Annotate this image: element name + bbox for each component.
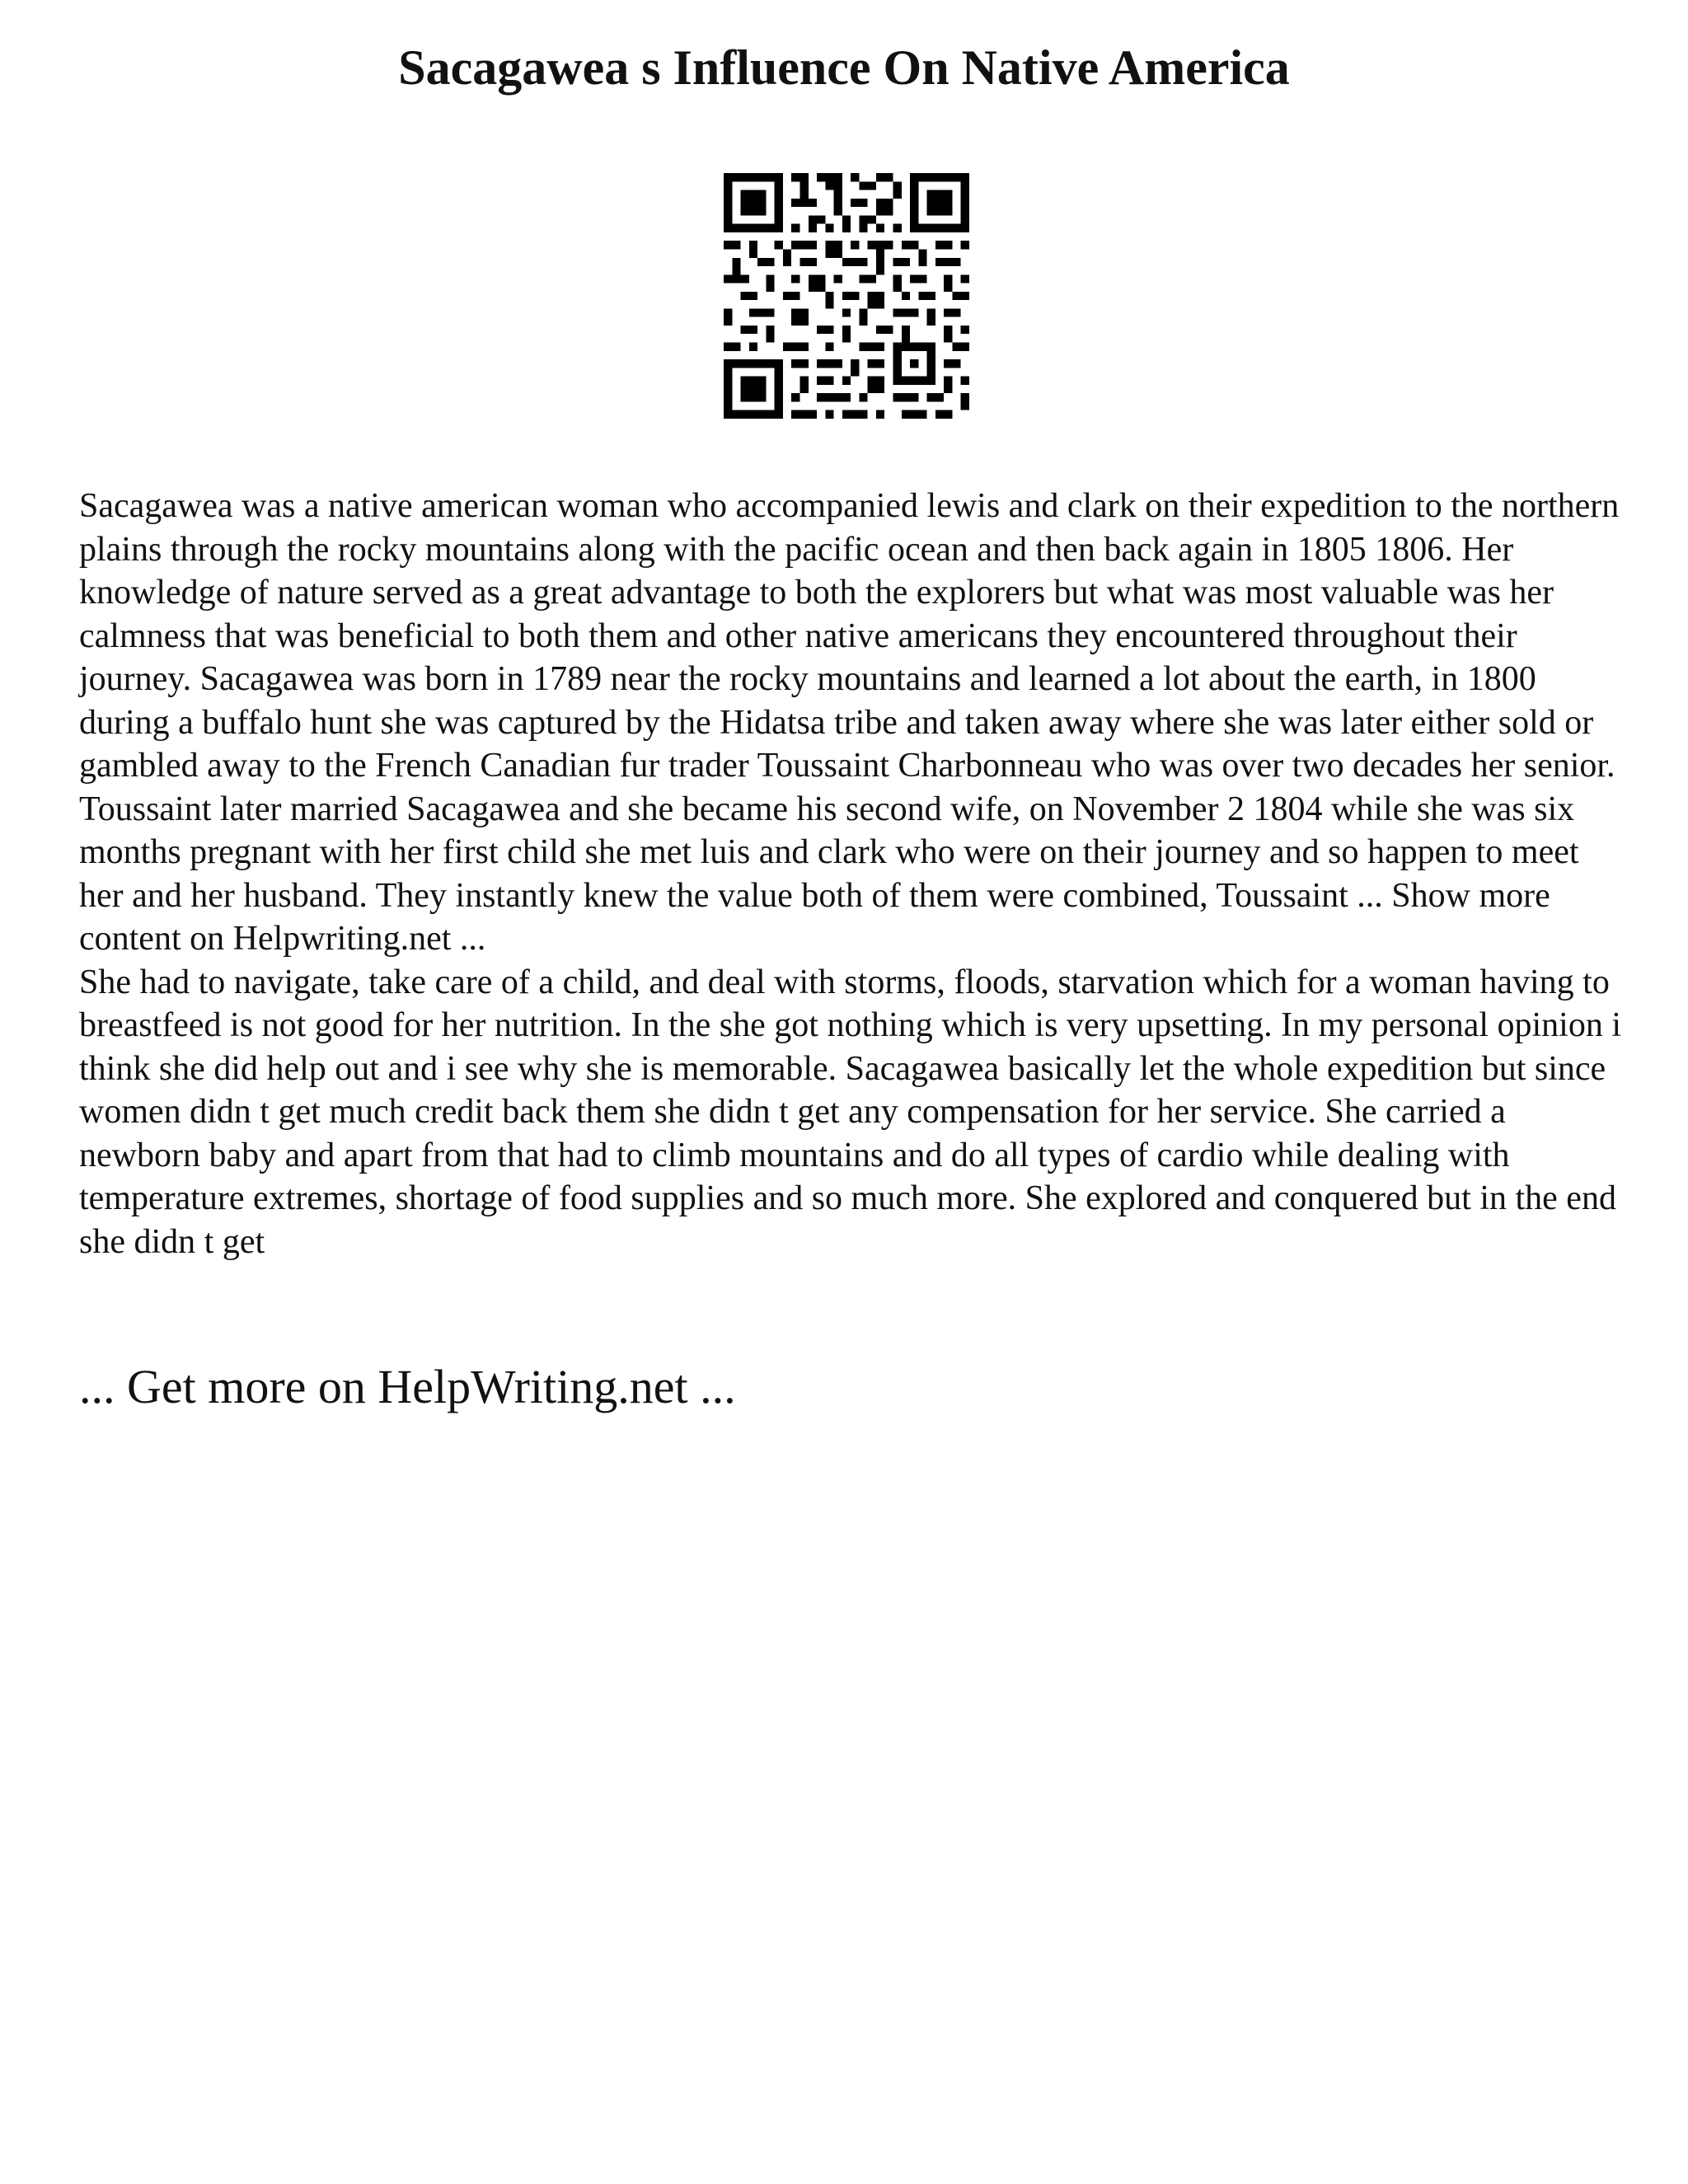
- paragraph: Sacagawea was a native american woman who accompanied lewis and clark on their expedition to the northern plains through the rocky mountains along with the pacific ocean and then back again in 1805 1806. Her knowledge of nature served as a great advantage to both the explorers but what was most valuable was her calmness that was beneficial to both them and other native americans they encountered throughout their journey. Sacagawea was born in 1789 near the rocky mountains and learned a lot about the earth, in 1800 during a buffalo hunt she was captured by the Hidatsa tribe and taken away where she was later either sold or gambled away to the French Canadian fur trader Toussaint Charbonneau who was over two decades her senior. Toussaint later married Sacagawea and she became his second wife, on November 2 1804 while she was six months pregnant with her first child she met luis and clark who were on their journey and so happen to meet her and her husband. They instantly knew the value both of them were combined, Toussaint ... Show more content on Helpwriting.net ...: [79, 487, 1620, 958]
- paragraph: She had to navigate, take care of a child, and deal with storms, floods, starvation which for a woman having to breastfeed is not good for her nutrition. In the she got nothing which is very upsetting. In my personal opinion i think she did help out and i see why she is memorable. Sacagawea basically let the whole expedition but since women didn t get much credit back them she didn t get any compensation for her service. She carried a newborn baby and apart from that had to climb mountains and do all types of cardio while dealing with temperature extremes, shortage of food supplies and so much more. She explored and conquered but in the end she didn t get: [79, 963, 1622, 1261]
- get-more-link[interactable]: ... Get more on HelpWriting.net ...: [79, 1360, 736, 1413]
- article-body: [79, 485, 1629, 1263]
- qr-code-icon: [724, 173, 969, 419]
- page-title: Sacagawea s Influence On Native America: [398, 40, 1290, 95]
